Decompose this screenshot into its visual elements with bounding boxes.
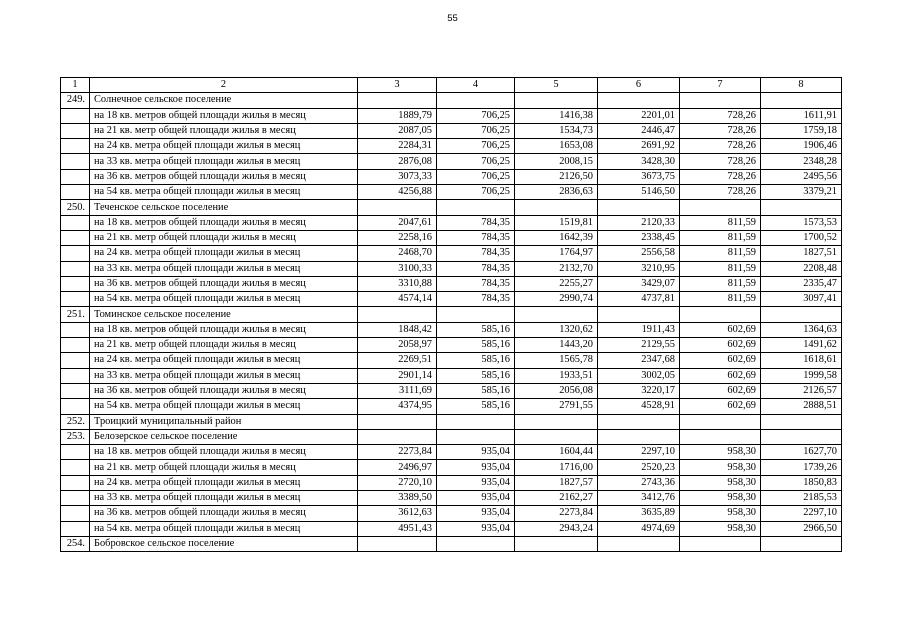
value-cell-col-4: 585,16 [437, 338, 515, 353]
value-cell-col-7: 958,30 [680, 506, 761, 521]
value-cell-col-8: 1700,52 [761, 230, 842, 245]
value-cell-col-6: 2129,55 [598, 338, 680, 353]
value-cell-col-7: 728,26 [680, 108, 761, 123]
row-label: на 24 кв. метра общей площади жилья в месяц [90, 353, 358, 368]
value-cell-col-7: 602,69 [680, 353, 761, 368]
value-cell-col-5: 2836,63 [515, 185, 598, 200]
value-cell-col-3: 3389,50 [358, 491, 437, 506]
empty-cell [680, 93, 761, 108]
value-cell-col-8: 1906,46 [761, 139, 842, 154]
data-row [61, 123, 842, 138]
empty-index-cell [61, 368, 90, 383]
value-cell-col-5: 2791,55 [515, 399, 598, 414]
data-row [61, 276, 842, 291]
empty-cell [437, 536, 515, 551]
value-cell-col-5: 1764,97 [515, 246, 598, 261]
section-number: 250. [61, 200, 90, 215]
data-row [61, 139, 842, 154]
section-row [61, 307, 842, 322]
value-cell-col-6: 3673,75 [598, 169, 680, 184]
value-cell-col-6: 1911,43 [598, 322, 680, 337]
section-name: Томинское сельское поселение [90, 307, 358, 322]
empty-index-cell [61, 445, 90, 460]
value-cell-col-8: 3097,41 [761, 292, 842, 307]
data-row [61, 215, 842, 230]
empty-index-cell [61, 338, 90, 353]
empty-cell [598, 414, 680, 429]
value-cell-col-7: 958,30 [680, 521, 761, 536]
value-cell-col-8: 1573,53 [761, 215, 842, 230]
empty-cell [680, 414, 761, 429]
value-cell-col-4: 784,35 [437, 246, 515, 261]
table-header-row [61, 78, 842, 93]
value-cell-col-8: 2126,57 [761, 383, 842, 398]
value-cell-col-8: 2348,28 [761, 154, 842, 169]
row-label: на 33 кв. метра общей площади жилья в месяц [90, 154, 358, 169]
empty-index-cell [61, 506, 90, 521]
value-cell-col-4: 935,04 [437, 475, 515, 490]
row-label: на 33 кв. метра общей площади жилья в месяц [90, 491, 358, 506]
empty-cell [680, 429, 761, 444]
section-number: 252. [61, 414, 90, 429]
empty-cell [761, 429, 842, 444]
data-row [61, 108, 842, 123]
empty-cell [515, 200, 598, 215]
value-cell-col-5: 1320,62 [515, 322, 598, 337]
section-name: Троицкий муниципальный район [90, 414, 358, 429]
empty-index-cell [61, 399, 90, 414]
row-label: на 54 кв. метра общей площади жилья в месяц [90, 399, 358, 414]
value-cell-col-5: 1653,08 [515, 139, 598, 154]
value-cell-col-3: 3100,33 [358, 261, 437, 276]
empty-cell [680, 200, 761, 215]
value-cell-col-3: 2269,51 [358, 353, 437, 368]
empty-index-cell [61, 123, 90, 138]
empty-cell [598, 200, 680, 215]
value-cell-col-4: 935,04 [437, 445, 515, 460]
value-cell-col-5: 2255,27 [515, 276, 598, 291]
value-cell-col-7: 811,59 [680, 276, 761, 291]
value-cell-col-8: 1364,63 [761, 322, 842, 337]
column-header-3: 3 [358, 78, 437, 93]
section-name: Белозерское сельское поселение [90, 429, 358, 444]
empty-index-cell [61, 230, 90, 245]
value-cell-col-6: 2691,92 [598, 139, 680, 154]
value-cell-col-8: 1611,91 [761, 108, 842, 123]
empty-cell [515, 414, 598, 429]
section-row [61, 200, 842, 215]
value-cell-col-8: 1739,26 [761, 460, 842, 475]
row-label: на 54 кв. метра общей площади жилья в месяц [90, 292, 358, 307]
value-cell-col-4: 784,35 [437, 276, 515, 291]
empty-cell [761, 93, 842, 108]
value-cell-col-4: 784,35 [437, 215, 515, 230]
data-row [61, 399, 842, 414]
value-cell-col-5: 1827,57 [515, 475, 598, 490]
value-cell-col-4: 935,04 [437, 521, 515, 536]
empty-cell [761, 536, 842, 551]
value-cell-col-3: 1848,42 [358, 322, 437, 337]
value-cell-col-5: 2126,50 [515, 169, 598, 184]
row-label: на 21 кв. метр общей площади жилья в месяц [90, 460, 358, 475]
data-row [61, 491, 842, 506]
section-row [61, 429, 842, 444]
value-cell-col-7: 728,26 [680, 154, 761, 169]
empty-index-cell [61, 475, 90, 490]
value-cell-col-5: 1933,51 [515, 368, 598, 383]
value-cell-col-4: 784,35 [437, 261, 515, 276]
value-cell-col-6: 4737,81 [598, 292, 680, 307]
data-row [61, 246, 842, 261]
section-name: Теченское сельское поселение [90, 200, 358, 215]
value-cell-col-8: 2185,53 [761, 491, 842, 506]
empty-index-cell [61, 322, 90, 337]
row-label: на 36 кв. метров общей площади жилья в месяц [90, 276, 358, 291]
value-cell-col-6: 2520,23 [598, 460, 680, 475]
row-label: на 36 кв. метров общей площади жилья в месяц [90, 506, 358, 521]
empty-cell [358, 429, 437, 444]
page-number: 55 [447, 13, 458, 24]
value-cell-col-7: 728,26 [680, 169, 761, 184]
data-row [61, 368, 842, 383]
row-label: на 21 кв. метр общей площади жилья в месяц [90, 230, 358, 245]
empty-cell [358, 414, 437, 429]
section-name: Бобровское сельское поселение [90, 536, 358, 551]
empty-cell [437, 200, 515, 215]
value-cell-col-4: 935,04 [437, 506, 515, 521]
row-label: на 18 кв. метров общей площади жилья в месяц [90, 322, 358, 337]
value-cell-col-8: 2208,48 [761, 261, 842, 276]
empty-index-cell [61, 353, 90, 368]
value-cell-col-7: 602,69 [680, 322, 761, 337]
empty-index-cell [61, 383, 90, 398]
data-row [61, 383, 842, 398]
value-cell-col-7: 602,69 [680, 399, 761, 414]
value-cell-col-7: 728,26 [680, 123, 761, 138]
empty-cell [358, 307, 437, 322]
row-label: на 24 кв. метра общей площади жилья в месяц [90, 139, 358, 154]
value-cell-col-5: 2273,84 [515, 506, 598, 521]
empty-index-cell [61, 246, 90, 261]
value-cell-col-4: 706,25 [437, 139, 515, 154]
value-cell-col-3: 3073,33 [358, 169, 437, 184]
empty-index-cell [61, 139, 90, 154]
value-cell-col-3: 2273,84 [358, 445, 437, 460]
value-cell-col-3: 2284,31 [358, 139, 437, 154]
value-cell-col-5: 1604,44 [515, 445, 598, 460]
value-cell-col-5: 2162,27 [515, 491, 598, 506]
empty-cell [515, 536, 598, 551]
empty-cell [680, 536, 761, 551]
column-header-4: 4 [437, 78, 515, 93]
value-cell-col-6: 3210,95 [598, 261, 680, 276]
data-row [61, 154, 842, 169]
row-label: на 33 кв. метра общей площади жилья в месяц [90, 368, 358, 383]
value-cell-col-8: 1827,51 [761, 246, 842, 261]
value-cell-col-4: 784,35 [437, 292, 515, 307]
value-cell-col-4: 585,16 [437, 399, 515, 414]
value-cell-col-7: 811,59 [680, 292, 761, 307]
value-cell-col-7: 811,59 [680, 261, 761, 276]
row-label: на 18 кв. метров общей площади жилья в месяц [90, 108, 358, 123]
value-cell-col-6: 2743,36 [598, 475, 680, 490]
value-cell-col-3: 2496,97 [358, 460, 437, 475]
value-cell-col-6: 2347,68 [598, 353, 680, 368]
value-cell-col-6: 3429,07 [598, 276, 680, 291]
value-cell-col-5: 1534,73 [515, 123, 598, 138]
value-cell-col-4: 585,16 [437, 322, 515, 337]
value-cell-col-3: 4374,95 [358, 399, 437, 414]
row-label: на 18 кв. метров общей площади жилья в месяц [90, 445, 358, 460]
row-label: на 36 кв. метров общей площади жилья в месяц [90, 169, 358, 184]
empty-cell [598, 93, 680, 108]
value-cell-col-4: 935,04 [437, 460, 515, 475]
data-row [61, 261, 842, 276]
column-header-1: 1 [61, 78, 90, 93]
empty-cell [358, 536, 437, 551]
row-label: на 24 кв. метра общей площади жилья в месяц [90, 246, 358, 261]
value-cell-col-3: 2720,10 [358, 475, 437, 490]
row-label: на 21 кв. метр общей площади жилья в месяц [90, 338, 358, 353]
empty-cell [598, 307, 680, 322]
value-cell-col-7: 728,26 [680, 185, 761, 200]
section-name: Солнечное сельское поселение [90, 93, 358, 108]
empty-cell [598, 429, 680, 444]
empty-cell [761, 414, 842, 429]
value-cell-col-3: 2468,70 [358, 246, 437, 261]
value-cell-col-3: 1889,79 [358, 108, 437, 123]
value-cell-col-5: 2008,15 [515, 154, 598, 169]
section-row [61, 414, 842, 429]
data-row [61, 460, 842, 475]
value-cell-col-3: 2258,16 [358, 230, 437, 245]
section-number: 254. [61, 536, 90, 551]
value-cell-col-3: 3111,69 [358, 383, 437, 398]
data-row [61, 353, 842, 368]
column-header-7: 7 [680, 78, 761, 93]
value-cell-col-4: 706,25 [437, 123, 515, 138]
value-cell-col-5: 2990,74 [515, 292, 598, 307]
section-row [61, 536, 842, 551]
empty-cell [437, 429, 515, 444]
value-cell-col-8: 1999,58 [761, 368, 842, 383]
column-header-2: 2 [90, 78, 358, 93]
value-cell-col-5: 1716,00 [515, 460, 598, 475]
value-cell-col-4: 585,16 [437, 383, 515, 398]
value-cell-col-4: 585,16 [437, 353, 515, 368]
data-row [61, 322, 842, 337]
value-cell-col-6: 2297,10 [598, 445, 680, 460]
row-label: на 21 кв. метр общей площади жилья в месяц [90, 123, 358, 138]
value-cell-col-7: 602,69 [680, 383, 761, 398]
value-cell-col-8: 3379,21 [761, 185, 842, 200]
value-cell-col-7: 811,59 [680, 246, 761, 261]
empty-cell [437, 93, 515, 108]
value-cell-col-4: 784,35 [437, 230, 515, 245]
empty-index-cell [61, 491, 90, 506]
empty-index-cell [61, 292, 90, 307]
row-label: на 24 кв. метра общей площади жилья в месяц [90, 475, 358, 490]
row-label: на 33 кв. метра общей площади жилья в месяц [90, 261, 358, 276]
value-cell-col-4: 935,04 [437, 491, 515, 506]
data-row [61, 169, 842, 184]
column-header-8: 8 [761, 78, 842, 93]
value-cell-col-6: 2556,58 [598, 246, 680, 261]
section-number: 249. [61, 93, 90, 108]
empty-index-cell [61, 169, 90, 184]
empty-index-cell [61, 261, 90, 276]
value-cell-col-4: 706,25 [437, 169, 515, 184]
value-cell-col-4: 706,25 [437, 108, 515, 123]
value-cell-col-8: 2888,51 [761, 399, 842, 414]
table-body [61, 78, 842, 552]
column-header-6: 6 [598, 78, 680, 93]
value-cell-col-3: 3612,63 [358, 506, 437, 521]
empty-cell [358, 93, 437, 108]
value-cell-col-6: 2120,33 [598, 215, 680, 230]
row-label: на 54 кв. метра общей площади жилья в месяц [90, 521, 358, 536]
value-cell-col-5: 2132,70 [515, 261, 598, 276]
value-cell-col-3: 3310,88 [358, 276, 437, 291]
empty-index-cell [61, 185, 90, 200]
value-cell-col-5: 1443,20 [515, 338, 598, 353]
empty-cell [515, 429, 598, 444]
empty-cell [358, 200, 437, 215]
row-label: на 54 кв. метра общей площади жилья в месяц [90, 185, 358, 200]
value-cell-col-3: 2087,05 [358, 123, 437, 138]
column-header-5: 5 [515, 78, 598, 93]
empty-cell [437, 414, 515, 429]
data-row [61, 230, 842, 245]
value-cell-col-7: 958,30 [680, 460, 761, 475]
empty-cell [515, 307, 598, 322]
value-cell-col-3: 4256,88 [358, 185, 437, 200]
value-cell-col-6: 3412,76 [598, 491, 680, 506]
empty-cell [761, 200, 842, 215]
value-cell-col-6: 2446,47 [598, 123, 680, 138]
value-cell-col-7: 602,69 [680, 338, 761, 353]
empty-cell [598, 536, 680, 551]
value-cell-col-3: 2901,14 [358, 368, 437, 383]
value-cell-col-8: 2297,10 [761, 506, 842, 521]
section-number: 251. [61, 307, 90, 322]
value-cell-col-7: 811,59 [680, 230, 761, 245]
data-row [61, 506, 842, 521]
value-cell-col-6: 3002,05 [598, 368, 680, 383]
section-row [61, 93, 842, 108]
value-cell-col-5: 1416,38 [515, 108, 598, 123]
value-cell-col-8: 1850,83 [761, 475, 842, 490]
value-cell-col-6: 3428,30 [598, 154, 680, 169]
value-cell-col-7: 811,59 [680, 215, 761, 230]
value-cell-col-3: 2047,61 [358, 215, 437, 230]
empty-index-cell [61, 154, 90, 169]
empty-index-cell [61, 276, 90, 291]
value-cell-col-3: 4574,14 [358, 292, 437, 307]
value-cell-col-8: 1759,18 [761, 123, 842, 138]
value-cell-col-8: 1491,62 [761, 338, 842, 353]
value-cell-col-7: 958,30 [680, 491, 761, 506]
value-cell-col-7: 958,30 [680, 445, 761, 460]
row-label: на 36 кв. метров общей площади жилья в месяц [90, 383, 358, 398]
data-row [61, 521, 842, 536]
value-cell-col-4: 706,25 [437, 185, 515, 200]
value-cell-col-8: 2495,56 [761, 169, 842, 184]
value-cell-col-7: 728,26 [680, 139, 761, 154]
empty-cell [437, 307, 515, 322]
section-number: 253. [61, 429, 90, 444]
empty-index-cell [61, 521, 90, 536]
value-cell-col-5: 2056,08 [515, 383, 598, 398]
empty-cell [680, 307, 761, 322]
value-cell-col-8: 1618,61 [761, 353, 842, 368]
value-cell-col-8: 2966,50 [761, 521, 842, 536]
value-cell-col-6: 3220,17 [598, 383, 680, 398]
value-cell-col-5: 1565,78 [515, 353, 598, 368]
value-cell-col-4: 585,16 [437, 368, 515, 383]
value-cell-col-6: 5146,50 [598, 185, 680, 200]
value-cell-col-6: 2338,45 [598, 230, 680, 245]
value-cell-col-3: 2058,97 [358, 338, 437, 353]
value-cell-col-6: 4528,91 [598, 399, 680, 414]
empty-index-cell [61, 460, 90, 475]
value-cell-col-3: 2876,08 [358, 154, 437, 169]
value-cell-col-8: 1627,70 [761, 445, 842, 460]
row-label: на 18 кв. метров общей площади жилья в месяц [90, 215, 358, 230]
value-cell-col-4: 706,25 [437, 154, 515, 169]
value-cell-col-7: 602,69 [680, 368, 761, 383]
tariff-table [60, 77, 842, 552]
value-cell-col-6: 3635,89 [598, 506, 680, 521]
value-cell-col-5: 2943,24 [515, 521, 598, 536]
data-row [61, 475, 842, 490]
value-cell-col-5: 1519,81 [515, 215, 598, 230]
empty-cell [761, 307, 842, 322]
data-row [61, 292, 842, 307]
value-cell-col-3: 4951,43 [358, 521, 437, 536]
value-cell-col-8: 2335,47 [761, 276, 842, 291]
value-cell-col-6: 2201,01 [598, 108, 680, 123]
value-cell-col-7: 958,30 [680, 475, 761, 490]
empty-cell [515, 93, 598, 108]
empty-index-cell [61, 108, 90, 123]
value-cell-col-5: 1642,39 [515, 230, 598, 245]
value-cell-col-6: 4974,69 [598, 521, 680, 536]
data-row [61, 185, 842, 200]
empty-index-cell [61, 215, 90, 230]
data-row [61, 338, 842, 353]
data-row [61, 445, 842, 460]
